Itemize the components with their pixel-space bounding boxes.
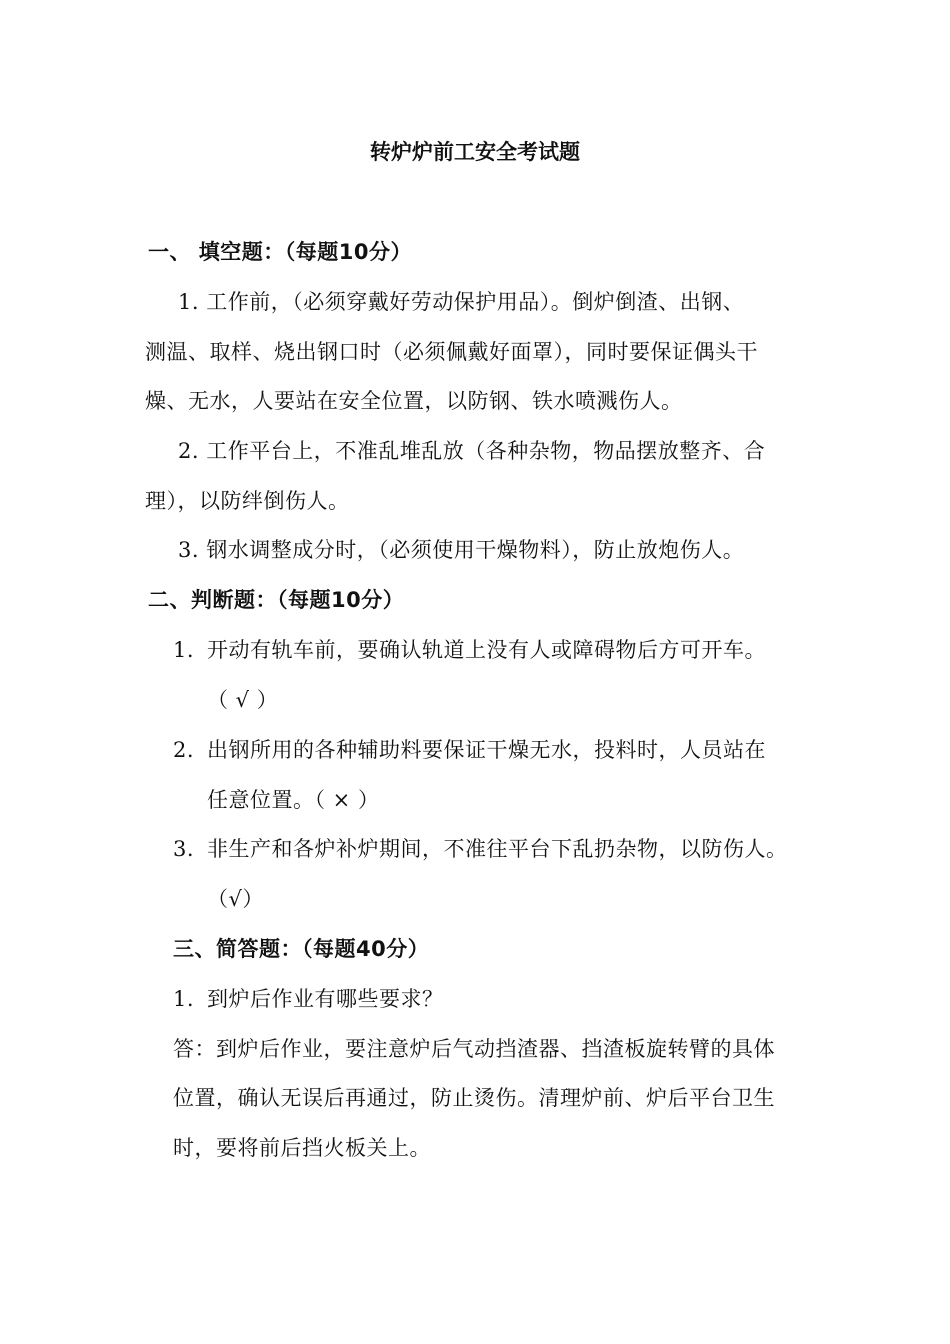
answer-line3: 时，要将前后挡火板关上。 [173,1136,431,1160]
judge-item-3-answer: （√） [207,887,264,911]
fill-q2-line1: 2. 工作平台上，不准乱堆乱放（各种杂物，物品摆放整齐、合 [178,439,766,463]
judge-item-3 [173,835,788,863]
question-number: 1. [173,987,195,1011]
fill-q1-line1: 1. 工作前，（必须穿戴好劳动保护用品）。倒炉倒渣、出钢、 [178,290,745,314]
judge-item-number: 1. [173,638,195,662]
fill-q3-line1: 3. 钢水调整成分时，（必须使用干燥物料），防止放炮伤人。 [178,538,745,562]
answer-line1: 答：到炉后作业，要注意炉后气动挡渣器、挡渣板旋转臂的具体 [173,1037,775,1061]
judge-item-2 [173,736,766,764]
section3-heading: 三、简答题：（每题40分） [173,937,430,961]
question-text: 到炉后作业有哪些要求？ [207,987,444,1011]
fill-q1-line3: 燥、无水，人要站在安全位置，以防钢、铁水喷溅伤人。 [145,389,683,413]
judge-item-1 [173,636,766,664]
fill-q2-line2: 理），以防绊倒伤人。 [145,489,350,513]
section2-heading: 二、判断题：（每题10分） [148,588,405,612]
fill-q1-line2: 测温、取样、烧出钢口时（必须佩戴好面罩），同时要保证偶头干 [145,340,758,364]
section1-heading: 一、 填空题：（每题10分） [148,240,413,264]
judge-item-text: 出钢所用的各种辅助料要保证干燥无水，投料时，人员站在 [207,738,766,762]
answer-line2: 位置，确认无误后再通过，防止烫伤。清理炉前、炉后平台卫生 [173,1086,775,1110]
judge-item-number: 3. [173,837,195,861]
judge-item-1-answer: （ √ ） [207,688,279,712]
judge-item-text: 非生产和各炉补炉期间，不准往平台下乱扔杂物，以防伤人。 [207,837,788,861]
judge-item-number: 2. [173,738,195,762]
short-answer-question [173,985,444,1013]
page-title: 转炉炉前工安全考试题 [370,140,580,164]
judge-item-2-continuation: 任意位置。（ × ） [207,788,380,812]
judge-item-text: 开动有轨车前，要确认轨道上没有人或障碍物后方可开车。 [207,638,766,662]
